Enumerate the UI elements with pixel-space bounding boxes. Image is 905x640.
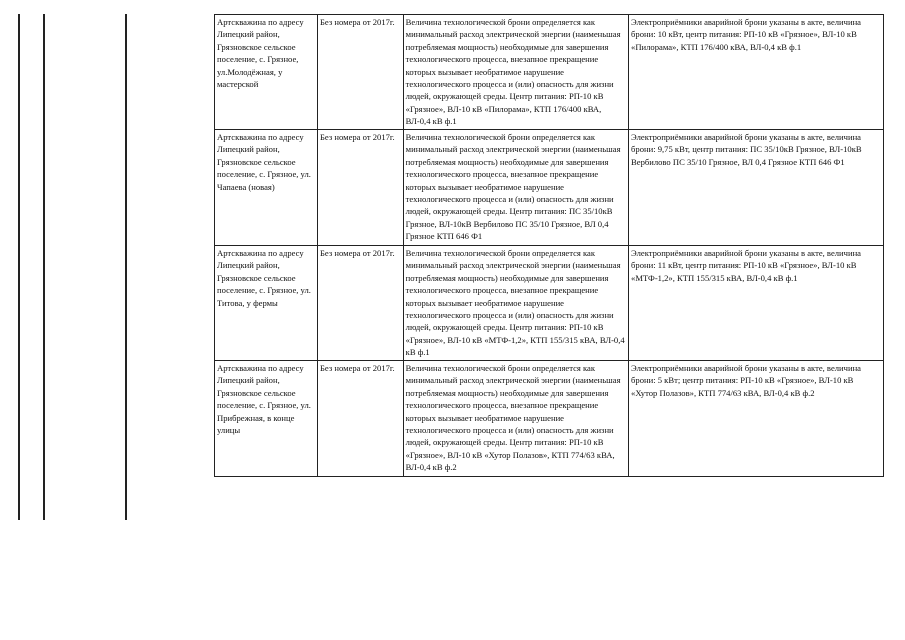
- object-address-cell: Артскважина по адресу Липецкий район, Грязновское сельское поселение, с. Грязное, ул. Чапаева (новая): [215, 130, 318, 246]
- emergency-reserve-cell: Электроприёмники аварийной брони указаны в акте, величина брони: 9,75 кВт, центр питания: ПС 35/10кВ Грязное, ВЛ-10кВ Вербилово ПС 35/10 Грязное, ВЛ 0,4 Грязное КТП 646 Ф1: [629, 130, 884, 246]
- left-column-border-2: [43, 14, 45, 520]
- emergency-reserve-cell: Электроприёмники аварийной брони указаны в акте, величина брони: 11 кВт, центр питания: РП-10 кВ «Грязное», ВЛ-10 кВ «МТФ-1,2», КТП 155/315 кВА, ВЛ-0,4 кВ ф.1: [629, 246, 884, 361]
- emergency-reserve-cell: Электроприёмники аварийной брони указаны в акте, величина брони: 10 кВт, центр питания: РП-10 кВ «Грязное», ВЛ-10 кВ «Пилорама», КТП 176/400 кВА, ВЛ-0,4 кВ ф.1: [629, 15, 884, 130]
- table-row: [215, 130, 884, 246]
- tech-reserve-cell: Величина технологической брони определяется как минимальный расход электрической энергии (наименьшая потребляемая мощность) необходимые для завершения технологического процесса, внезапное прекращение которых вызывает необратимое нарушение технологического процесса и (или) опасность для жизни людей, окружающей среды. Центр питания: РП-10 кВ «Грязное», ВЛ-10 кВ «Пилорама», КТП 176/400 кВА, ВЛ-0,4 кВ ф.1: [403, 15, 628, 130]
- left-column-border-3: [125, 14, 127, 520]
- tech-reserve-cell: Величина технологической брони определяется как минимальный расход электрической энергии (наименьшая потребляемая мощность) необходимые для завершения технологического процесса, внезапное прекращение которых вызывает необратимое нарушение технологического процесса и (или) опасность для жизни людей, окружающей среды. Центр питания: ПС 35/10кВ Грязное, ВЛ-10кВ Вербилово ПС 35/10 Грязное, ВЛ 0,4 Грязное КТП 646 Ф1: [403, 130, 628, 246]
- emergency-reserve-cell: Электроприёмники аварийной брони указаны в акте, величина брони: 5 кВт; центр питания: РП-10 кВ «Грязное», ВЛ-10 кВ «Хутор Полазов», КТП 774/63 кВА, ВЛ-0,4 кВ ф.2: [629, 361, 884, 477]
- object-address-cell: Артскважина по адресу Липецкий район, Грязновское сельское поселение, с. Грязное, ул.Молодёжная, у мастерской: [215, 15, 318, 130]
- tech-reserve-cell: Величина технологической брони определяется как минимальный расход электрической энергии (наименьшая потребляемая мощность) необходимые для завершения технологического процесса, внезапное прекращение которых вызывает необратимое нарушение технологического процесса и (или) опасность для жизни людей, окружающей среды. Центр питания: РП-10 кВ «Грязное», ВЛ-10 кВ «Хутор Полазов», КТП 774/63 кВА, ВЛ-0,4 кВ ф.2: [403, 361, 628, 477]
- reserve-table: [214, 14, 884, 477]
- tech-reserve-cell: Величина технологической брони определяется как минимальный расход электрической энергии (наименьшая потребляемая мощность) необходимые для завершения технологического процесса, внезапное прекращение которых вызывает необратимое нарушение технологического процесса и (или) опасность для жизни людей, окружающей среды. Центр питания: РП-10 кВ «Грязное», ВЛ-10 кВ «МТФ-1,2», КТП 155/315 кВА, ВЛ-0,4 кВ ф.1: [403, 246, 628, 361]
- table-row: [215, 246, 884, 361]
- table-row: [215, 15, 884, 130]
- left-column-border-1: [18, 14, 20, 520]
- object-address-cell: Артскважина по адресу Липецкий район, Грязновское сельское поселение, с. Грязное, ул. Титова, у фермы: [215, 246, 318, 361]
- act-number-cell: Без номера от 2017г.: [318, 130, 404, 246]
- table-row: [215, 361, 884, 477]
- act-number-cell: Без номера от 2017г.: [318, 15, 404, 130]
- act-number-cell: Без номера от 2017г.: [318, 246, 404, 361]
- object-address-cell: Артскважина по адресу Липецкий район, Грязновское сельское поселение, с. Грязное, ул. Прибрежная, в конце улицы: [215, 361, 318, 477]
- act-number-cell: Без номера от 2017г.: [318, 361, 404, 477]
